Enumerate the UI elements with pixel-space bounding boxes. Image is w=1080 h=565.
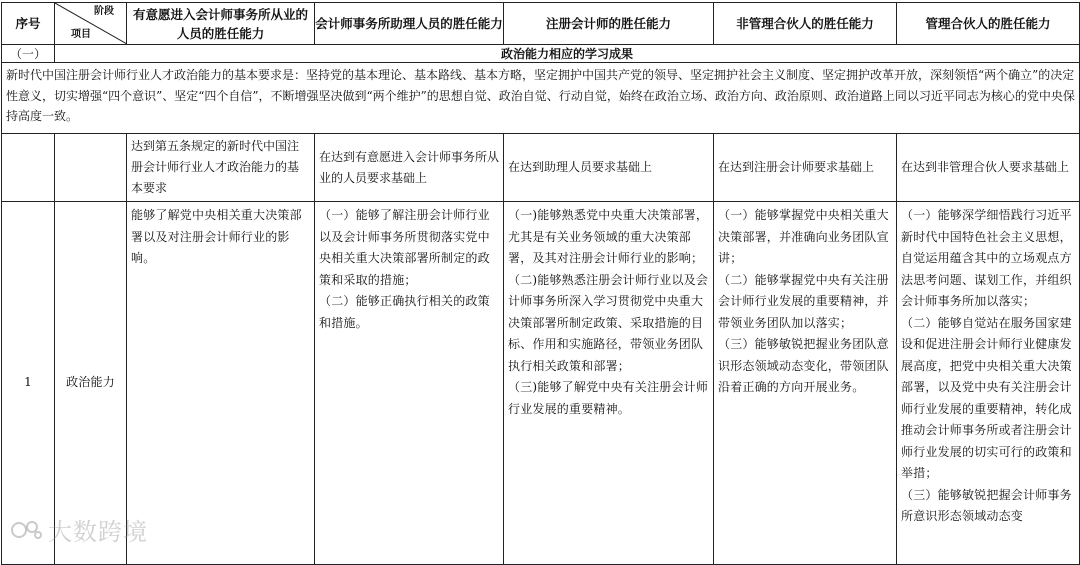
table-row <box>2 202 1080 565</box>
row-assistant-text: （一）能够了解注册会计师行业以及会计师事务所贯彻落实党中央相关重大决策部署所制定的政策和采取的措施； （二）能够正确执行相关的政策和措施。 <box>315 202 504 565</box>
header-stage-label: 阶段 <box>94 6 114 17</box>
competency-table <box>1 2 1080 565</box>
watermark-logo-icon <box>10 517 44 543</box>
row-non-managing-partner-text: （一）能够掌握党中央相关重大决策部署，并准确向业务团队宣讲； （二）能够掌握党中央有关注册会计师行业发展的重要精神，并带领业务团队加以落实； （三）能够敏锐把握业务团队意识形态领域动态变化，带领团队沿着正确的方向开展业务。 <box>714 202 897 565</box>
header-item-label: 项目 <box>71 29 91 40</box>
intro-row <box>2 63 1080 134</box>
header-diagonal-cell <box>55 3 127 45</box>
row-cpa-text: （一)能够熟悉党中央重大决策部署，尤其是有关业务领域的重大决策部署，及其对注册会计师行业的影响； （二)能够熟悉注册会计师行业以及会计师事务所深入学习贯彻党中央重大决策部署所制定政策、采取措施的目标、作用和实施路径，带领业务团队执行相关政策和部署； （三)能够了解党中央有关注册会计师行业发展的重要精神。 <box>504 202 714 565</box>
row-item-name: 政治能力 <box>55 202 127 565</box>
watermark <box>10 512 148 547</box>
header-row <box>2 3 1080 45</box>
row-serial-number: 1 <box>2 202 55 565</box>
section-title: 政治能力相应的学习成果 <box>55 45 1080 63</box>
header-assistant: 会计师事务所助理人员的胜任能力 <box>315 3 504 45</box>
subheader-non-managing-partner: 在达到注册会计师要求基础上 <box>714 134 897 202</box>
header-managing-partner: 管理合伙人的胜任能力 <box>897 3 1080 45</box>
subheader-empty-1 <box>2 134 55 202</box>
section-row <box>2 45 1080 63</box>
header-non-managing-partner: 非管理合伙人的胜任能力 <box>714 3 897 45</box>
subheader-assistant: 在达到有意愿进入会计师事务所从业的人员要求基础上 <box>315 134 504 202</box>
header-cpa: 注册会计师的胜任能力 <box>504 3 714 45</box>
subheader-row <box>2 134 1080 202</box>
watermark-text: 大数跨境 <box>48 518 148 546</box>
section-number: （一） <box>2 45 55 63</box>
header-serial-number: 序号 <box>2 3 55 45</box>
header-aspiring-entrant: 有意愿进入会计师事务所从业的人员的胜任能力 <box>127 3 315 45</box>
subheader-managing-partner: 在达到非管理合伙人要求基础上 <box>897 134 1080 202</box>
intro-text: 新时代中国注册会计师行业人才政治能力的基本要求是：坚持党的基本理论、基本路线、基本方略，坚定拥护中国共产党的领导、坚定拥护社会主义制度、坚定拥护改革开放，深刻领悟“两个确立”的决定性意义，切实增强“四个意识”、坚定“四个自信”，不断增强坚决做到“两个维护”的思想自觉、政治自觉、行动自觉，始终在政治立场、政治方向、政治原则、政治道路上同以习近平同志为核心的党中央保持高度一致。 <box>2 63 1080 134</box>
subheader-cpa: 在达到助理人员要求基础上 <box>504 134 714 202</box>
row-managing-partner-text: （一）能够深学细悟践行习近平新时代中国特色社会主义思想，自觉运用蕴含其中的立场观点方法思考问题、谋划工作，并组织会计师事务所加以落实； （二）能够自觉站在服务国家建设和促进注册会计师行业健康发展高度，把党中央相关重大决策部署，以及党中央有关注册会计师行业发展的重要精神，转化成推动会计师事务所或者注册会计师行业发展的切实可行的政策和举措； （三）能够敏锐把握会计师事务所意识形态领域动态变 <box>897 202 1080 565</box>
subheader-empty-2 <box>55 134 127 202</box>
row-aspiring-entrant-text: 能够了解党中央相关重大决策部署以及对注册会计师行业的影响。 <box>127 202 315 565</box>
subheader-aspiring-entrant: 达到第五条规定的新时代中国注册会计师行业人才政治能力的基本要求 <box>127 134 315 202</box>
